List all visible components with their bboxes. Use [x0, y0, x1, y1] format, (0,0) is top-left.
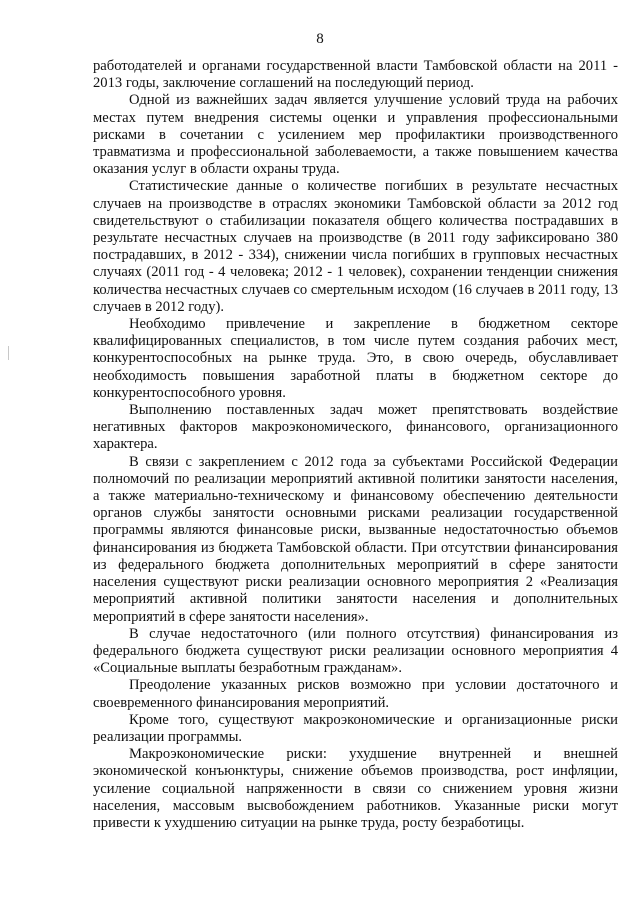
- paragraph-negative-factors: Выполнению поставленных задач может препятствовать воздействие негативных факторов макроэкономического, финансового, организационного характера.: [93, 402, 618, 453]
- paragraph-accident-statistics: Статистические данные о количестве погибших в результате несчастных случаев на производстве в отраслях экономики Тамбовской области за 2012 год свидетельствуют о стабилизации показателя общего количества пострадавших в результате несчастных случаев на производстве (в 2011 году зафиксировано 380 пострадавших, в 2012 - 334), снижении числа погибших в групповых несчастных случаях (2011 год - 4 человека; 2012 - 1 человек), сохранении тенденции снижения количества несчастных случаев со смертельным исходом (16 случаев в 2011 году, 13 случаев в 2012 году).: [93, 178, 618, 315]
- paragraph-federal-funding: В случае недостаточного (или полного отсутствия) финансирования из федерального бюджета существуют риски реализации основного мероприятия 4 «Социальные выплаты безработным гражданам».: [93, 625, 618, 677]
- paragraph-risk-mitigation: Преодоление указанных рисков возможно при условии достаточного и своевременного финансирования мероприятий.: [93, 677, 618, 711]
- paragraph-macro-risks: Макроэкономические риски: ухудшение внутренней и внешней экономической конъюнктуры, снижение объемов производства, рост инфляции, усиление социальной напряженности в связи со снижением уровня жизни населения, массовым высвобождением работников. Указанные риски могут привести к ухудшению ситуации на рынке труда, росту безработицы.: [93, 746, 618, 831]
- document-body: [93, 58, 618, 832]
- page-number: 8: [316, 31, 324, 47]
- paragraph-working-conditions: Одной из важнейших задач является улучшение условий труда на рабочих местах путем внедрения системы оценки и управления профессиональными рисками в сочетании с усилением мер профилактики производственного травматизма и профессиональной заболеваемости, а также повышением качества оказания услуг в области охраны труда.: [93, 92, 618, 178]
- paragraph-continuation: работодателей и органами государственной власти Тамбовской области на 2011 - 2013 годы, заключение соглашений на последующий период.: [93, 58, 618, 92]
- margin-mark: [8, 346, 9, 360]
- paragraph-financial-risks: В связи с закреплением с 2012 года за субъектами Российской Федерации полномочий по реализации мероприятий активной политики занятости населения, а также материально-техническому и финансовому обеспечению деятельности органов службы занятости основными рисками реализации государственной программы являются финансовые риски, вызванные недостаточностью объемов финансирования из бюджета Тамбовской области. При отсутствии финансирования из федерального бюджета дополнительных мероприятий в сфере занятости населения существуют риски реализации основного мероприятия 2 «Реализация мероприятий активной политики занятости населения и дополнительных мероприятий в сфере занятости населения».: [93, 453, 618, 625]
- paragraph-other-risks: Кроме того, существуют макроэкономические и организационные риски реализации программы.: [93, 711, 618, 745]
- paragraph-budget-sector: Необходимо привлечение и закрепление в бюджетном секторе квалифицированных специалистов, в том числе путем создания рабочих мест, конкурентоспособных на рынке труда. Это, в свою очередь, обуславливает необходимость повышения заработной платы в бюджетном секторе до конкурентоспособного уровня.: [93, 316, 618, 401]
